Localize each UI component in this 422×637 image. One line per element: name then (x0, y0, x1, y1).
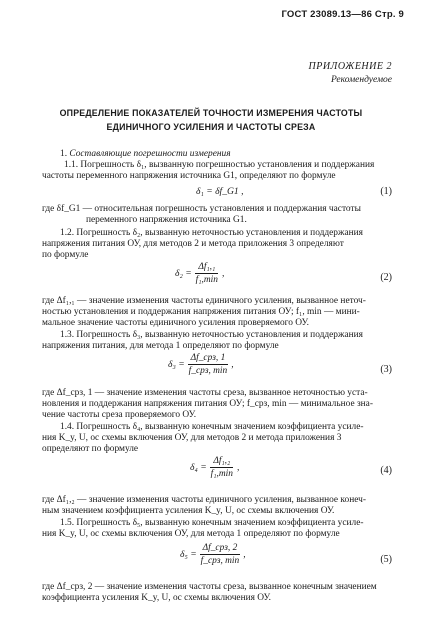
where4-line: где Δf₁,₂ — значение изменения частоты единичного усиления, вызванное конеч- (42, 495, 366, 505)
appendix-status: Рекомендуемое (330, 75, 392, 85)
p12-line: по формуле (42, 250, 89, 260)
equation-4-tail: , (236, 462, 240, 473)
p15-line: ния K_y, U, oc схемы включения ОУ, для метода 1 определяют по формуле (42, 529, 340, 539)
equation-3 (168, 353, 234, 376)
p14-line: ния K_y, U, oc схемы включения ОУ, для методов 2 и метода приложения 3 (42, 433, 342, 443)
where2-line: где Δf₁,₁ — значение изменения частоты единичного усиления, вызванное неточ- (42, 296, 366, 306)
where5-line: где Δf_cpз, 2 — значение изменения частоты среза, вызванное конечным значением (42, 582, 377, 592)
p14-line: 1.4. Погрешность δ₄, вызванную конечным значением коэффициента усиле- (60, 422, 364, 432)
p13-line: 1.3. Погрешность δ₃, вызванную неточностью установления и поддержания (60, 330, 363, 340)
equation-3-denominator: f_cpз, min (188, 366, 228, 376)
equation-5-tail: , (243, 549, 246, 560)
equation-5-denominator: f_cpз, min (200, 556, 240, 566)
equation-4-lhs: δ₄ = (190, 462, 207, 473)
equation-1-number: (1) (380, 186, 392, 197)
where5-line: коэффициента усиления K_y, U, oc схемы включения ОУ. (42, 593, 271, 603)
equation-1: δ₁ = δf_G1 , (196, 186, 244, 197)
appendix-title: ПРИЛОЖЕНИЕ 2 (308, 61, 392, 72)
equation-4-denominator: f₁,min (210, 469, 233, 479)
subheading (60, 149, 231, 159)
equation-4-fraction (208, 456, 236, 479)
equation-5 (180, 543, 246, 566)
section-title-line-2: ЕДИНИЧНОГО УСИЛЕНИЯ И ЧАСТОТЫ СРЕЗА (106, 122, 316, 132)
equation-2-number: (2) (380, 272, 392, 283)
p13-line: напряжения питания, для метода 1 определяют по формуле (42, 341, 279, 351)
page-header: ГОСТ 23089.13—86 Стр. 9 (281, 9, 404, 20)
p14-line: определяют по формуле (42, 444, 139, 454)
p12-line: 1.2. Погрешность δ₂, вызванную неточностью установления и поддержания (60, 228, 363, 238)
equation-5-fraction (198, 543, 246, 566)
where3-line: где Δf_cpз, 1 — значение изменения частоты среза, вызванное неточностью уста- (42, 388, 368, 398)
p11-line: частоты переменного напряжения источника G1, определяют по формуле (42, 171, 336, 181)
equation-4-number: (4) (380, 465, 392, 476)
equation-5-lhs: δ₅ = (180, 549, 197, 560)
subheading-number: 1. (60, 149, 68, 159)
equation-2-tail: , (221, 268, 225, 279)
equation-2 (175, 262, 224, 285)
where3-line: чение частоты среза проверяемого ОУ. (42, 410, 197, 420)
section-title-line-1: ОПРЕДЕЛЕНИЕ ПОКАЗАТЕЛЕЙ ТОЧНОСТИ ИЗМЕРЕНИЯ ЧАСТОТЫ (59, 108, 363, 118)
equation-3-numerator: Δf_cpз, 1 (188, 353, 229, 365)
where1-line: где δf_G1 — относительная погрешность установления и поддержания частоты (42, 204, 361, 214)
subheading-text: Составляющие погрешности измерения (69, 149, 231, 159)
where2-line: мальное значение частоты единичного усиления проверяемого ОУ. (42, 318, 309, 328)
p11-line: 1.1. Погрешность δ₁, вызванную погрешностью установления и поддержания (64, 160, 375, 170)
where1-line: переменного напряжения источника G1. (86, 215, 247, 225)
equation-2-numerator: Δf₁,₁ (195, 262, 218, 274)
where2-line: ностью установления и поддержания напряжения питания ОУ; f₁, min — мини- (42, 307, 360, 317)
p15-line: 1.5. Погрешность δ₅, вызванную конечным значением коэффициента усиле- (60, 518, 364, 528)
equation-2-lhs: δ₂ = (175, 268, 192, 279)
equation-3-lhs: δ₃ = (168, 359, 185, 370)
p12-line: напряжения питания ОУ, для методов 2 и метода приложения 3 определяют (42, 239, 344, 249)
equation-5-numerator: Δf_cpз, 2 (200, 543, 241, 555)
equation-3-number: (3) (380, 364, 392, 375)
equation-3-tail: , (231, 359, 234, 370)
equation-4 (190, 456, 239, 479)
equation-2-fraction (193, 262, 221, 285)
equation-5-number: (5) (380, 554, 392, 565)
equation-2-denominator: f₁,min (195, 275, 218, 285)
where4-line: ным значением коэффициента усиления K_y, U, oc схемы включения ОУ. (42, 506, 335, 516)
where3-line: новления и поддержания напряжения питания ОУ; f_cpз, min — минимальное зна- (42, 399, 373, 409)
equation-4-numerator: Δf₁,₂ (210, 456, 233, 468)
equation-3-fraction (186, 353, 234, 376)
